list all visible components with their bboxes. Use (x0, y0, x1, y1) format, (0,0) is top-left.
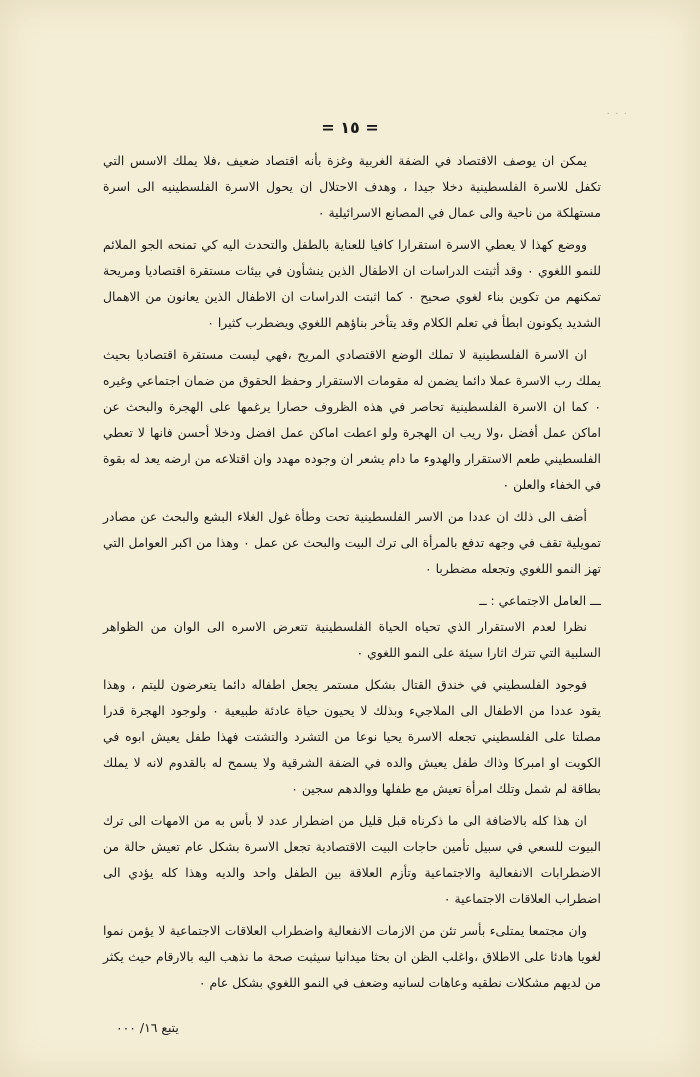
paragraph: ان هذا كله بالاضافة الى ما ذكرناه قبل قليل من اضطرار عدد لا بأس به من الامهات الى ترك البيوت للسعي في سبيل تأمين حاجات البيت الاقتصادية تجعل الاسرة بشكل عام تعيش حالة من الاضطرابات الانفعالية والاجتماعية وتأزم العلاقة بين الطفل واحد والديه وهذا كله يؤدي الى اضطراب العلاقات الاجتماعية ٠ (103, 813, 601, 906)
paragraph: ووضع كهذا لا يعطي الاسرة استقرارا كافيا للعناية بالطفل والتحدث اليه كي تمنحه الجو الملائم للنمو اللغوي ٠ وقد أثبتت الدراسات ان الاطفال الذين ينشأون في بيئات مستقرة اقتصاديا ومريحة تمكنهم من تكوين بناء لغوي صحيح ٠ كما اثبتت الدراسات ان الاطفال الذين يعانون من الاهمال الشديد يكونون ابطأ في تعلم الكلام وقد يتأخر بناؤهم اللغوي ويضطرب كثيرا ٠ (103, 237, 601, 330)
page-number: = ١٥ = (321, 118, 379, 137)
paragraph: فوجود الفلسطيني في خندق القتال بشكل مستمر يجعل اطفاله دائما يتعرضون لليتم ، وهذا يقود عددا من الاطفال الى الملاجيء وبذلك لا يحيون حياة عادئة طبيعية ٠ ولوجود الهجرة قدرا مصلتا على الفلسطيني تجعله الاسرة يحيا نوعا من التشرد والتشتت فهذا طفل يعيش ابوه في الكويت او امبركا وذاك طفل يعيش والده في الضفة الشرقية ولا يسمح له بالقدوم لانه لا يملك بطاقة لم شمل وتلك امرأة تعيش مع طفلها ووالدهم سجين ٠ (103, 677, 601, 796)
section-heading: ـــ العامل الاجتماعي : ــ (479, 593, 601, 608)
body-text (103, 148, 601, 1002)
paragraph: نظرا لعدم الاستقرار الذي تحياه الحياة الفلسطينية تتعرض الاسره الى الوان من الظواهر السلبية التي تترك اثارا سيئة على النمو اللغوي ٠ (103, 619, 601, 660)
paragraph: ان الاسرة الفلسطينية لا تملك الوضع الاقتصادي المريح ،فهي ليست مستقرة اقتصاديا بحيث يملك رب الاسرة عملا دائما يضمن له مقومات الاستقرار وحفظ الحقوق من ضمان اجتماعي وغيره ٠ كما ان الاسرة الفلسطينية تحاصر في هذه الظروف حصارا يرغمها على الهجرة والبحث عن اماكن عمل أفضل ،ولا ريب ان الهجرة ولو اعطت اماكن عمل افضل ودخلا أحسن فانها لا تعطي الفلسطيني طعم الاستقرار والهدوء ما دام يشعر ان وجوده مهدد وان اقتلاعه من ارضه يعد له بقوة في الخفاء والعلن ٠ (103, 347, 601, 492)
continuation-note: يتبع ١٦/ ٠٠٠ (116, 1020, 179, 1035)
paragraph: أضف الى ذلك ان عددا من الاسر الفلسطينية تحت وطأة غول الغلاء البشع والبحث عن مصادر تمويلية تقف في وجهه تدفع بالمرأة الى ترك البيت والبحث عن عمل ٠ وهذا من اكبر العوامل التي تهز النمو اللغوي وتجعله مضطربا ٠ (103, 509, 601, 576)
paragraph: يمكن ان يوصف الاقتصاد في الضفة الغربية وغزة بأنه اقتصاد ضعيف ،فلا يملك الاسس التي تكفل للاسرة الفلسطينية دخلا جيدا ، وهدف الاحتلال ان يحول الاسرة الفلسطينيه الى اسرة مستهلكة من ناحية والى عمال في المصانع الاسرائيلية ٠ (103, 153, 601, 220)
margin-mark: ٠ ٠ ٠ (605, 108, 628, 119)
paragraph: وان مجتمعا يمتلىء بأسر تئن من الازمات الانفعالية واضطراب العلاقات الاجتماعية لا يؤمن نموا لغويا هادئا على الاطلاق ،واغلب الظن ان بحثا ميدانيا سيثبت صحة ما نذهب اليه بالارقام حيث يكثر من لديهم مشكلات نطقيه وعاهات لسانيه وضعف في النمو اللغوي بشكل عام ٠ (103, 923, 601, 990)
